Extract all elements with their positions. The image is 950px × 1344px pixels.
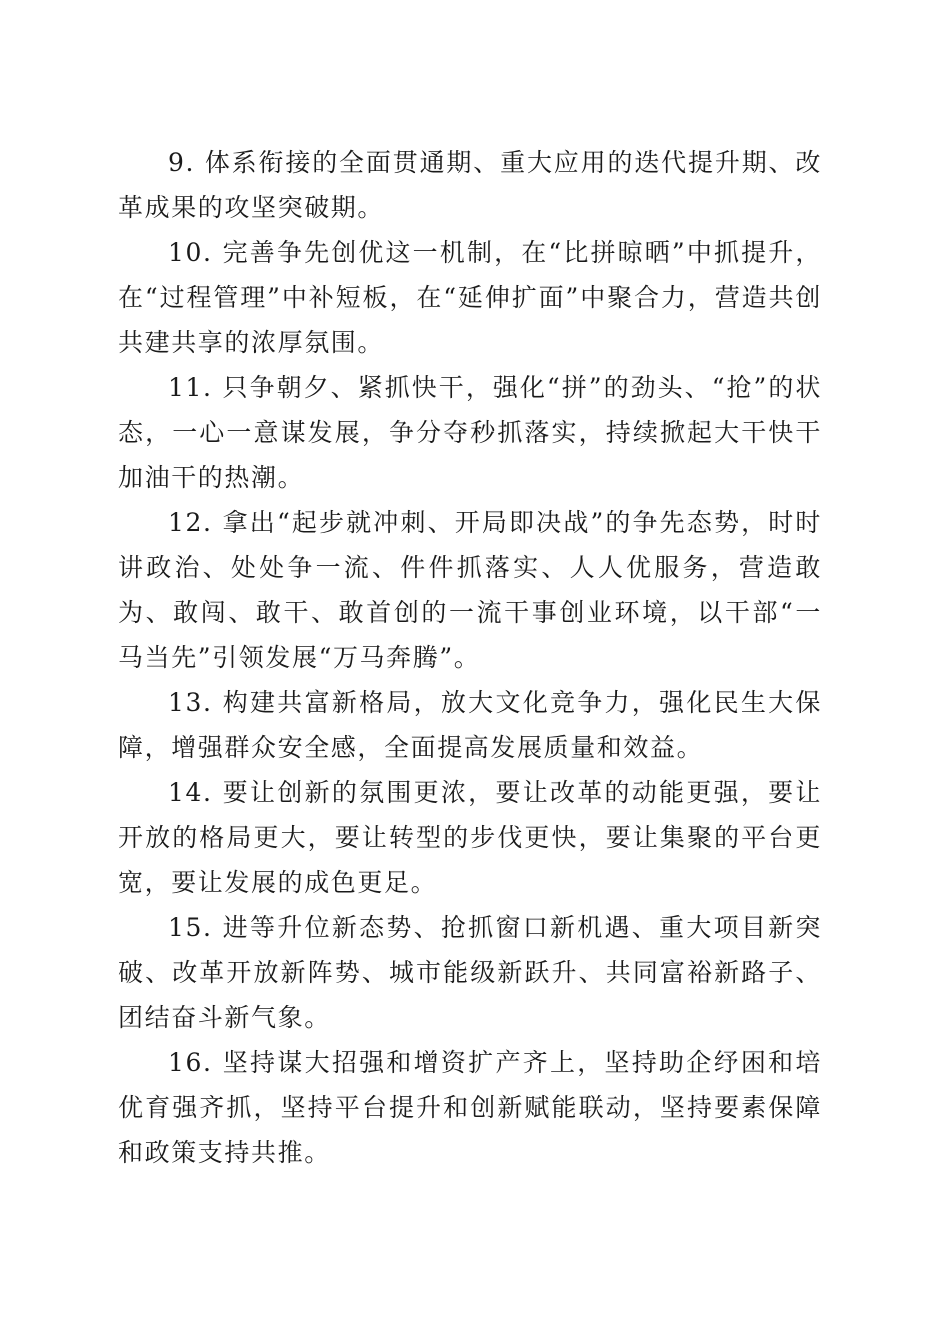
paragraph-9: 9. 体系衔接的全面贯通期、重大应用的迭代提升期、改革成果的攻坚突破期。 <box>118 148 822 222</box>
paragraph-13: 13. 构建共富新格局，放大文化竞争力，强化民生大保障，增强群众安全感，全面提高发展质量和效益。 <box>118 688 822 762</box>
document-body <box>118 140 822 1175</box>
paragraph-12: 12. 拿出“起步就冲刺、开局即决战”的争先态势，时时讲政治、处处争一流、件件抓落实、人人优服务，营造敢为、敢闯、敢干、敢首创的一流干事创业环境，以干部“一马当先”引领发展“万马奔腾”。 <box>118 508 822 672</box>
paragraph-14: 14. 要让创新的氛围更浓，要让改革的动能更强，要让开放的格局更大，要让转型的步伐更快，要让集聚的平台更宽，要让发展的成色更足。 <box>118 778 822 897</box>
paragraph-16: 16. 坚持谋大招强和增资扩产齐上，坚持助企纾困和培优育强齐抓，坚持平台提升和创新赋能联动，坚持要素保障和政策支持共推。 <box>118 1048 822 1167</box>
paragraph-11: 11. 只争朝夕、紧抓快干，强化“拼”的劲头、“抢”的状态，一心一意谋发展，争分夺秒抓落实，持续掀起大干快干加油干的热潮。 <box>118 373 822 492</box>
paragraph-10: 10. 完善争先创优这一机制，在“比拼晾晒”中抓提升，在“过程管理”中补短板，在“延伸扩面”中聚合力，营造共创共建共享的浓厚氛围。 <box>118 238 822 357</box>
paragraph-15: 15. 进等升位新态势、抢抓窗口新机遇、重大项目新突破、改革开放新阵势、城市能级新跃升、共同富裕新路子、团结奋斗新气象。 <box>118 913 822 1032</box>
